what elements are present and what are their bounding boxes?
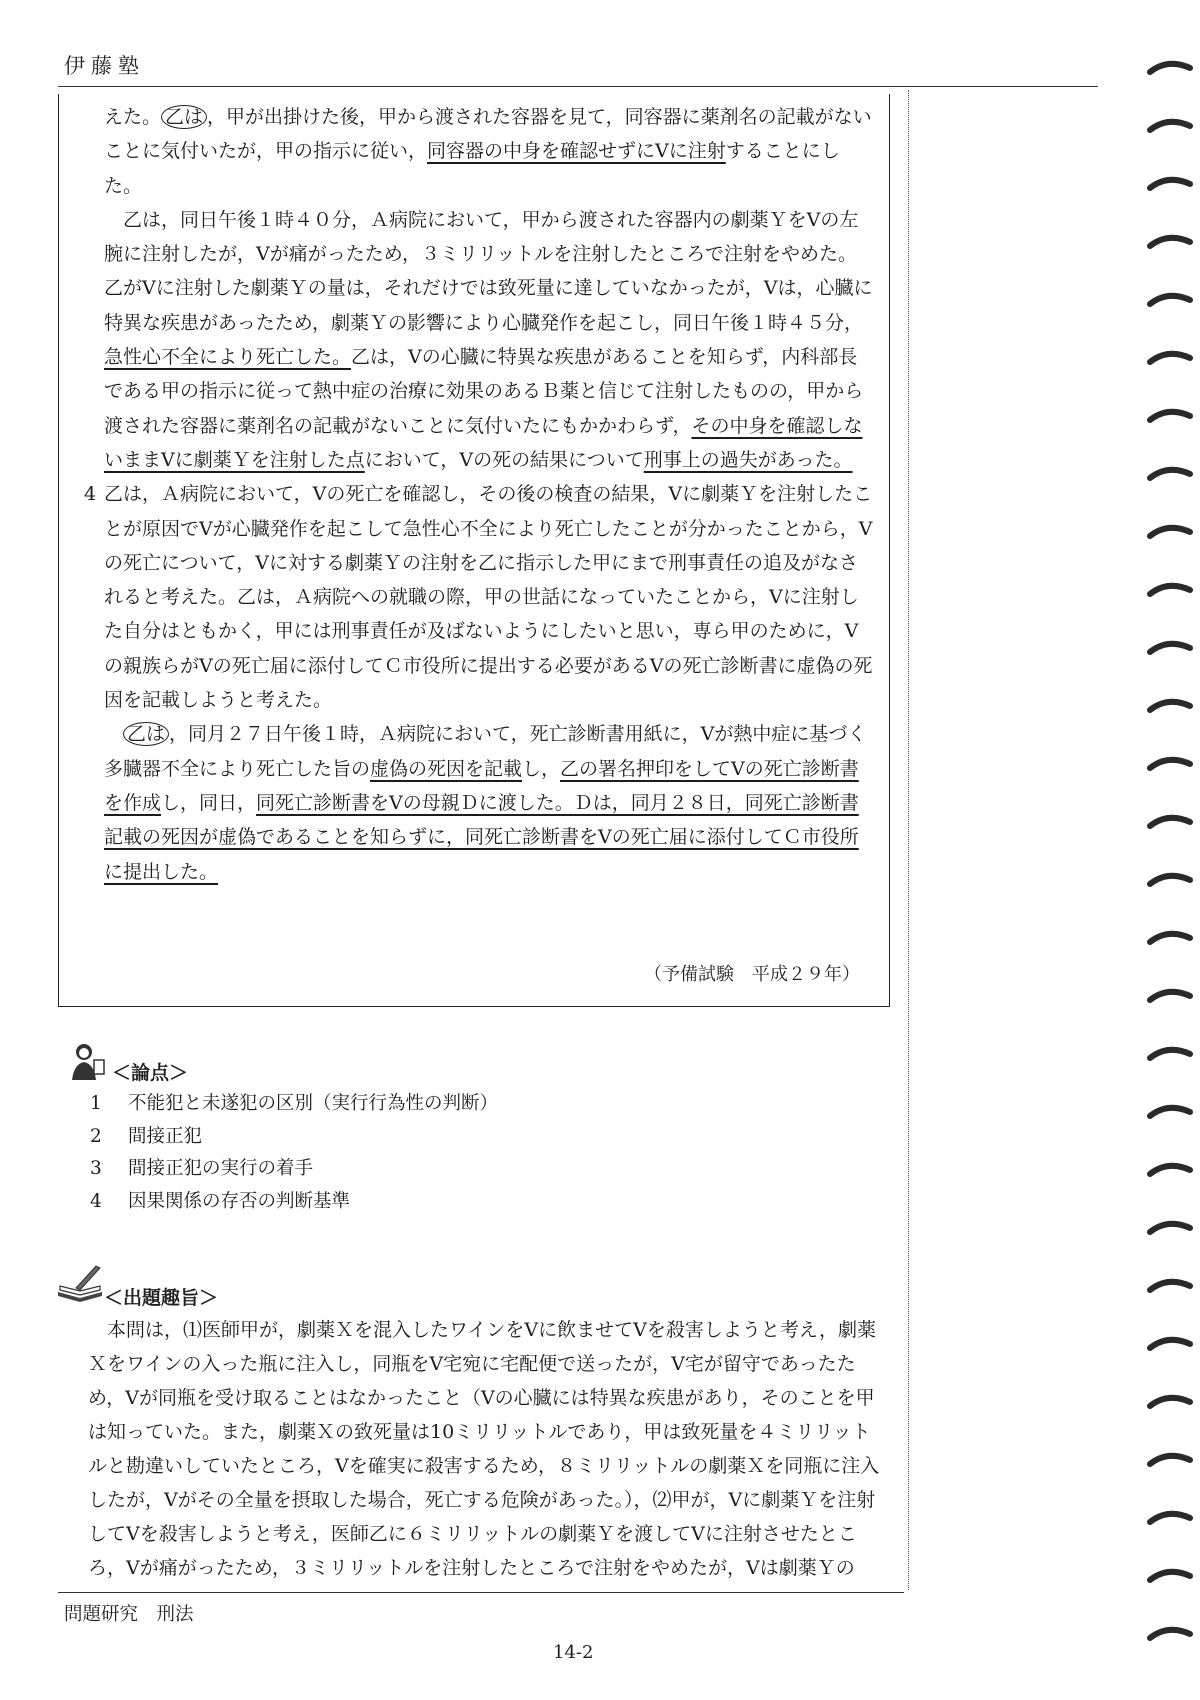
source-citation: （予備試験 平成２９年） bbox=[644, 964, 860, 985]
underlined-text: 刑事上の過失があった。 bbox=[643, 448, 853, 471]
binding-ring bbox=[1150, 1108, 1190, 1116]
binding-ring bbox=[1150, 644, 1190, 652]
page-number: 14-2 bbox=[553, 1642, 594, 1663]
binding-ring bbox=[1150, 180, 1190, 188]
question-paragraph-5: 乙は ，同月２７日午後１時，Ａ病院において，死亡診断書用紙に，Vが熱中症に基づく多臓器不全により死亡した旨の虚偽の死因を記載し，乙の署名押印をしてVの死亡診断書を作成し，同日，同死亡診断書をVの母親Ｄに渡した。Ｄは，同月２８日，同死亡診断書記載の死因が虚偽であることを知らずに，同死亡診断書をVの死亡届に添付してＣ市役所に提出した。 bbox=[104, 723, 867, 883]
binding-ring bbox=[1150, 1224, 1190, 1232]
binding-ring bbox=[1150, 586, 1190, 594]
margin-dotted-line bbox=[908, 90, 909, 1590]
binding-ring bbox=[1150, 1340, 1190, 1348]
question-paragraph-1: えた。 乙は ，甲が出掛けた後，甲から渡された容器を見て，同容器に薬剤名の記載がないことに気付いたが，甲の指示に従い，同容器の中身を確認せずにVに注射することにした。 bbox=[104, 106, 872, 197]
binding-ring bbox=[1150, 412, 1190, 420]
binding-ring bbox=[1150, 1282, 1190, 1290]
binding-ring bbox=[1150, 992, 1190, 1000]
circled-text: 乙は bbox=[123, 722, 169, 746]
binding-ring bbox=[1150, 122, 1190, 130]
binding-ring bbox=[1150, 64, 1190, 72]
footer-rule bbox=[58, 1592, 904, 1593]
header-title: 伊藤塾 bbox=[64, 54, 145, 78]
binding-ring bbox=[1150, 934, 1190, 942]
binding-ring bbox=[1150, 818, 1190, 826]
circled-text: 乙は bbox=[161, 105, 207, 129]
binding-ring bbox=[1150, 238, 1190, 246]
binding-ring bbox=[1150, 1398, 1190, 1406]
binding-ring bbox=[1150, 1456, 1190, 1464]
list-item: 1 不能犯と未遂犯の区別（実行行為性の判断） bbox=[90, 1093, 499, 1114]
binding-ring bbox=[1150, 1572, 1190, 1580]
binding-ring bbox=[1150, 1514, 1190, 1522]
binding-ring bbox=[1150, 470, 1190, 478]
question-text bbox=[84, 100, 874, 889]
underlined-text: 乙の署名押印をしてVの死亡診断書を作成 bbox=[104, 757, 859, 814]
underlined-text: 同死亡診断書をVの母親Ｄに渡した。 bbox=[256, 791, 574, 814]
binding-ring bbox=[1150, 760, 1190, 768]
binding-ring bbox=[1150, 1050, 1190, 1058]
teacher-icon bbox=[66, 1040, 108, 1082]
book-pen-icon bbox=[56, 1262, 104, 1302]
underlined-text: その中身を確認しないままVに劇薬Ｙを注射した点 bbox=[104, 414, 863, 471]
footer-title: 問題研究 刑法 bbox=[64, 1604, 194, 1625]
shutsudai-heading: ＜出題趣旨＞ bbox=[104, 1287, 219, 1309]
question-item-4: 4 乙は，Ａ病院において，Vの死亡を確認し，その後の検査の結果，Vに劇薬Ｙを注射したことが原因でVが心臓発作を起こして急性心不全により死亡したことが分かったことから，Vの死亡について，Vに対する劇薬Ｙの注射を乙に指示した甲にまで刑事責任の追及がなされると考えた。乙は，Ａ病院への就職の際，甲の世話になっていたことから，Vに注射した自分はともかく，甲には刑事責任が及ばないようにしたいと思い，専ら甲のために，Vの親族らがVの死亡届に添付してＣ市役所に提出する必要があるVの死亡診断書に虚偽の死因を記載しようと考えた。 bbox=[104, 477, 874, 717]
header-rule bbox=[58, 86, 1098, 87]
question-paragraph-2: 乙は，同日午後１時４０分，Ａ病院において，甲から渡された容器内の劇薬ＹをVの左腕に注射したが，Vが痛がったため，３ミリリットルを注射したところで注射をやめた。乙がVに注射した劇薬Ｙの量は，それだけでは致死量に達していなかったが，Vは，心臓に特異な疾患があったため，劇薬Ｙの影響により心臓発作を起こし，同日午後１時４５分，急性心不全により死亡した。乙は，Vの心臓に特異な疾患があることを知らず，内科部長である甲の指示に従って熱中症の治療に効果のあるＢ薬と信じて注射したものの，甲から渡された容器に薬剤名の記載がないことに気付いたにもかかわらず，その中身を確認しないままVに劇薬Ｙを注射した点において，Vの死の結果について刑事上の過失があった。 bbox=[104, 208, 873, 471]
binding-ring bbox=[1150, 1166, 1190, 1174]
binding-ring bbox=[1150, 528, 1190, 536]
binding-ring bbox=[1150, 702, 1190, 710]
item-number: 4 bbox=[84, 483, 97, 506]
shutsudai-text: 本問は，⑴医師甲が，劇薬Ｘを混入したワインをVに飲ませてVを殺害しようと考え，劇薬Ｘをワインの入った瓶に注入し，同瓶をV宅宛に宅配便で送ったが，V宅が留守であったため，Vが同瓶を受け取ることはなかったこと（Vの心臓には特異な疾患があり，そのことを甲は知っていた。また，劇薬Ｘの致死量は10ミリリットルであり，甲は致死量を４ミリリットルと勘違いしていたところ，Vを確実に殺害するため，８ミリリットルの劇薬Ｘを同瓶に注入したが，Vがその全量を摂取した場合，死亡する危険があった。），⑵甲が，Vに劇薬Ｙを注射してVを殺害しようと考え，医師乙に６ミリリットルの劇薬Ｙを渡してVに注射させたところ，Vが痛がったため，３ミリリットルを注射したところで注射をやめたが，Vは劇薬Ｙの bbox=[88, 1319, 880, 1579]
underlined-text: 虚偽の死因を記載 bbox=[370, 757, 523, 780]
list-item: 4 因果関係の存否の判断基準 bbox=[90, 1190, 351, 1212]
binding-ring bbox=[1150, 354, 1190, 362]
binding-rings-icon bbox=[1146, 50, 1200, 1670]
list-item: 2 間接正犯 bbox=[90, 1125, 203, 1147]
binding-ring bbox=[1150, 876, 1190, 884]
ronten-list bbox=[90, 1088, 498, 1218]
underlined-text: Ｄは，同月２８日，同死亡診断書記載の死因が虚偽であることを知らずに，同死亡診断書をVの死亡届に添付してＣ市役所に提出した。 bbox=[104, 791, 859, 883]
binding-ring bbox=[1150, 296, 1190, 304]
binding-ring bbox=[1150, 1630, 1190, 1638]
list-item: 3 間接正犯の実行の着手 bbox=[90, 1158, 314, 1179]
ronten-heading: ＜論点＞ bbox=[112, 1062, 189, 1084]
underlined-text: 同容器の中身を確認せずにVに注射 bbox=[427, 140, 726, 163]
underlined-text: 急性心不全により死亡した。 bbox=[104, 346, 352, 369]
